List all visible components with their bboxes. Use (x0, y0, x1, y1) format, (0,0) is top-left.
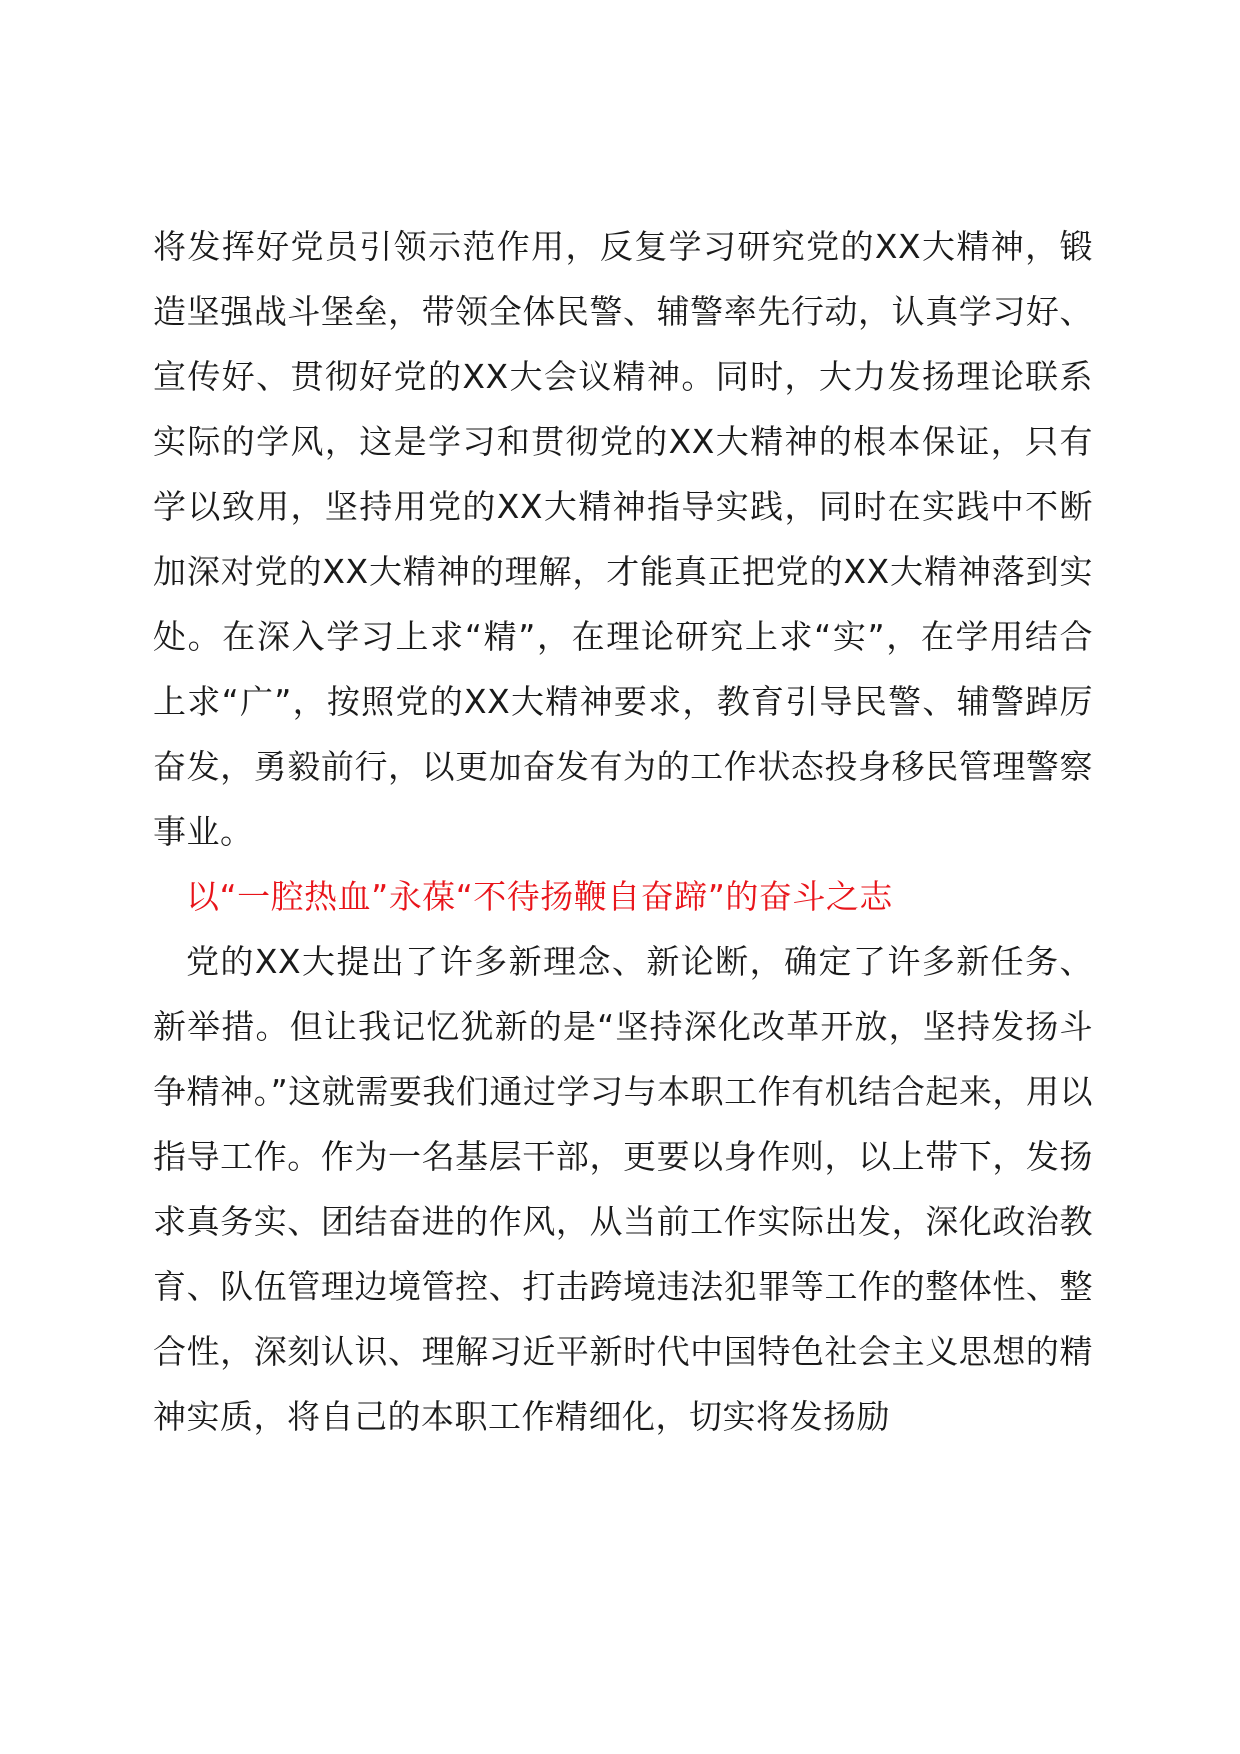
section-heading: 以“一腔热血”永葆“不待扬鞭自奋蹄”的奋斗之志 (186, 877, 893, 916)
document-body (153, 214, 1093, 1449)
paragraph-continued: 将发挥好党员引领示范作用，反复学习研究党的XX大精神，锻造坚强战斗堡垒，带领全体民警、辅警率先行动，认真学习好、宣传好、贯彻好党的XX大会议精神。同时，大力发扬理论联系实际的学风，这是学习和贯彻党的XX大精神的根本保证，只有学以致用，坚持用党的XX大精神指导实践，同时在实践中不断加深对党的XX大精神的理解，才能真正把党的XX大精神落到实处。在深入学习上求“精”，在理论研究上求“实”，在学用结合上求“广”，按照党的XX大精神要求，教育引导民警、辅警踔厉奋发，勇毅前行，以更加奋发有为的工作状态投身移民管理警察事业。 (153, 227, 1093, 851)
paragraph-section-body: 党的XX大提出了许多新理念、新论断，确定了许多新任务、新举措。但让我记忆犹新的是“坚持深化改革开放，坚持发扬斗争精神。”这就需要我们通过学习与本职工作有机结合起来，用以指导工作。作为一名基层干部，更要以身作则，以上带下，发扬求真务实、团结奋进的作风，从当前工作实际出发，深化政治教育、队伍管理边境管控、打击跨境违法犯罪等工作的整体性、整合性，深刻认识、理解习近平新时代中国特色社会主义思想的精神实质，将自己的本职工作精细化，切实将发扬励 (153, 942, 1093, 1436)
